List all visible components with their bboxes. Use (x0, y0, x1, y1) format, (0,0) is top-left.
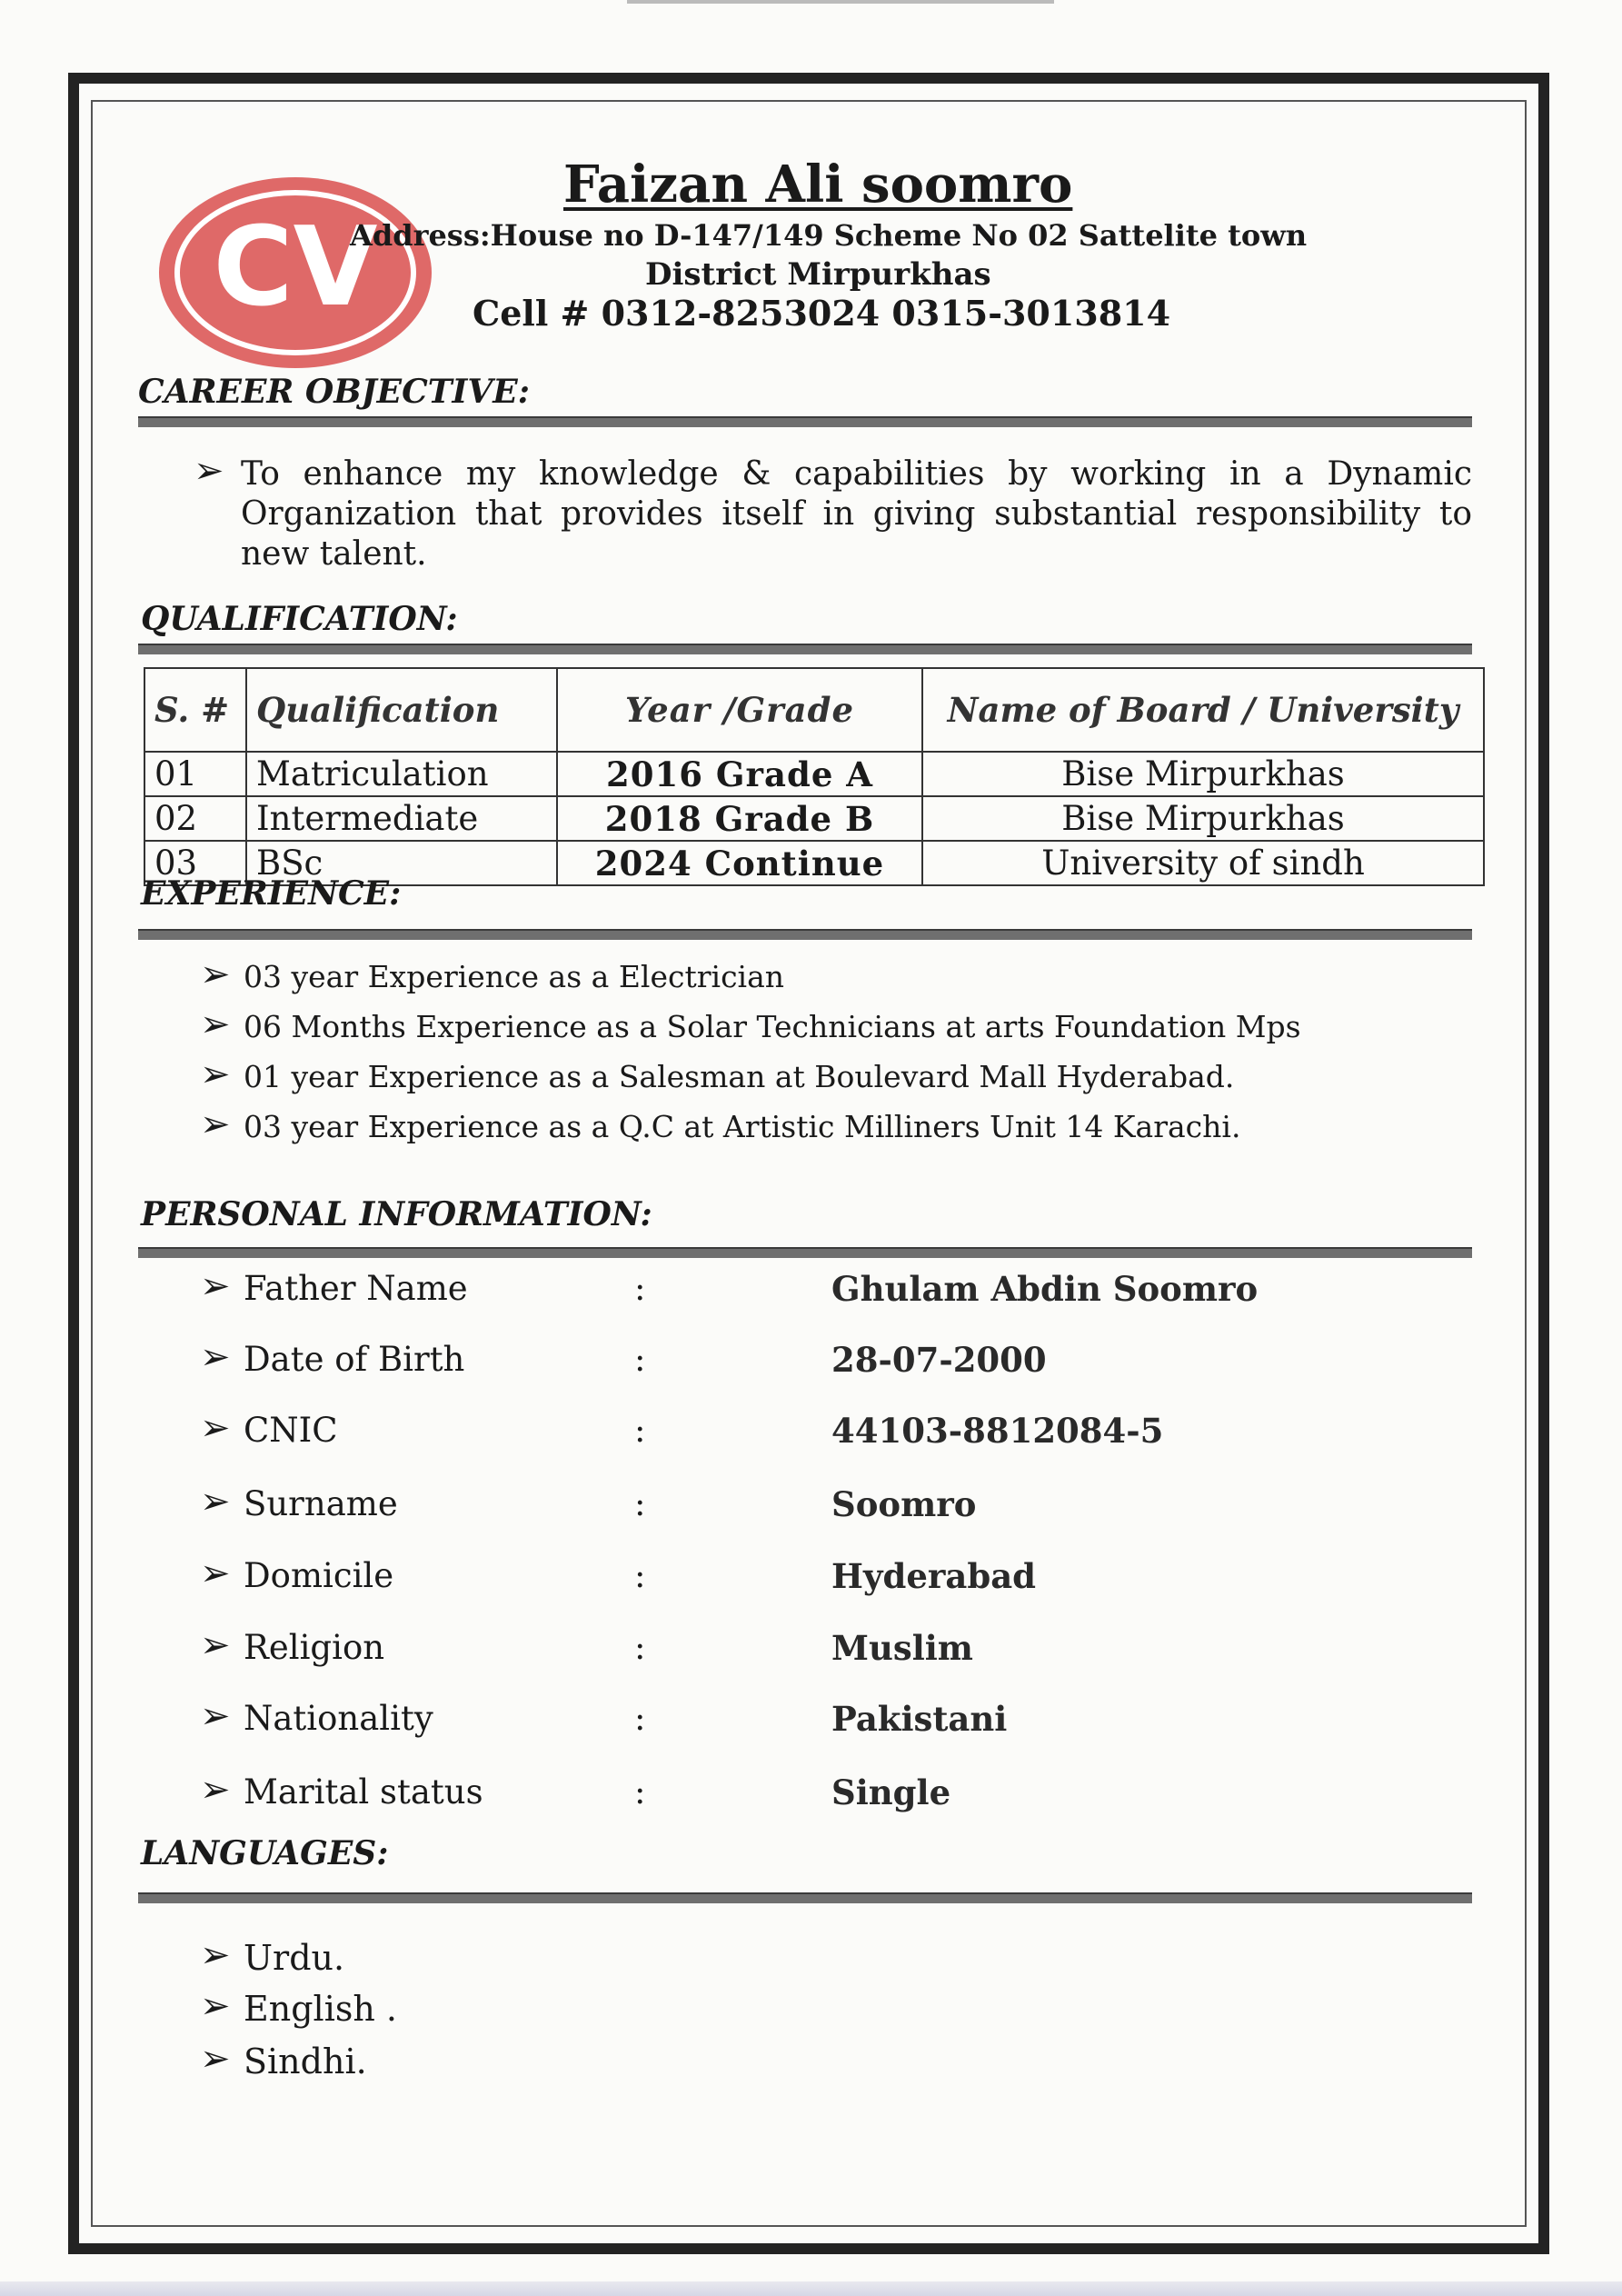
table-cell: 03 (144, 841, 246, 885)
table-row (144, 796, 1484, 841)
column-header: Qualification (246, 668, 557, 752)
table-cell: Matriculation (246, 752, 557, 796)
experience-heading: EXPERIENCE: (141, 874, 402, 913)
table-cell: 2018 Grade B (557, 796, 922, 841)
table-cell: 2016 Grade A (557, 752, 922, 796)
table-cell: Intermediate (246, 796, 557, 841)
list-item: ➢ Sindhi. (200, 2038, 367, 2081)
table-row (144, 752, 1484, 796)
cv-logo-text: CV (213, 205, 378, 331)
table-cell: Bise Mirpurkhas (922, 796, 1484, 841)
bullet-arrow-icon: ➢ (200, 1552, 231, 1594)
list-item: ➢ 03 year Experience as a Q.C at Artistic Milliners Unit 14 Karachi. (200, 1103, 1241, 1145)
bullet-arrow-icon: ➢ (194, 450, 224, 492)
bullet-arrow-icon: ➢ (200, 1407, 231, 1449)
section-divider (138, 1892, 1472, 1903)
list-item: ➢ English . (200, 1985, 397, 2029)
bullet-arrow-icon: ➢ (200, 1481, 231, 1522)
list-item: ➢ 01 year Experience as a Salesman at Boulevard Mall Hyderabad. (200, 1053, 1235, 1095)
table-header-row (144, 668, 1484, 752)
personal-row-religion: ➢ Religion : Muslim (200, 1624, 973, 1668)
cell-numbers: Cell # 0312-8253024 0315-3013814 (473, 293, 1171, 334)
qualification-table (144, 667, 1485, 886)
table-cell: BSc (246, 841, 557, 885)
column-header: S. # (144, 668, 246, 752)
table-cell: 2024 Continue (557, 841, 922, 885)
personal-row-marital-status: ➢ Marital status : Single (200, 1769, 951, 1812)
bullet-arrow-icon: ➢ (200, 1695, 231, 1737)
objective-body: To enhance my knowledge & capabilities by working in a Dynamic Organization that provides itself in giving substantial responsibility to new talent. (241, 455, 1472, 573)
career-objective-text (194, 450, 1472, 574)
column-header: Name of Board / University (922, 668, 1484, 752)
table-cell: 02 (144, 796, 246, 841)
bullet-arrow-icon: ➢ (200, 1336, 231, 1378)
section-divider (138, 1247, 1472, 1258)
bullet-arrow-icon: ➢ (200, 1769, 231, 1811)
bullet-arrow-icon: ➢ (200, 1053, 231, 1095)
district-line: District Mirpurkhas (645, 256, 991, 293)
personal-info-heading: PERSONAL INFORMATION: (141, 1195, 652, 1233)
personal-row-surname: ➢ Surname : Soomro (200, 1481, 977, 1524)
bullet-arrow-icon: ➢ (200, 1624, 231, 1666)
scan-edge-top (627, 0, 1054, 4)
personal-row-date-of-birth: ➢ Date of Birth : 28-07-2000 (200, 1336, 1047, 1380)
cv-logo-icon (150, 168, 441, 377)
section-divider (138, 929, 1472, 940)
table-cell: Bise Mirpurkhas (922, 752, 1484, 796)
scan-edge-bottom (0, 2281, 1622, 2296)
section-divider (138, 644, 1472, 654)
bullet-arrow-icon: ➢ (200, 1003, 231, 1045)
list-item: ➢ Urdu. (200, 1934, 345, 1978)
table-cell: University of sindh (922, 841, 1484, 885)
bullet-arrow-icon: ➢ (200, 1985, 231, 2027)
list-item: ➢ 03 year Experience as a Electrician (200, 953, 785, 995)
table-cell: 01 (144, 752, 246, 796)
address-line: Address:House no D-147/149 Scheme No 02 Sattelite town (350, 218, 1308, 253)
career-objective-heading: CAREER OBJECTIVE: (138, 373, 531, 411)
personal-row-father-name: ➢ Father Name : Ghulam Abdin Soomro (200, 1265, 1259, 1309)
languages-heading: LANGUAGES: (141, 1834, 389, 1872)
section-divider (138, 416, 1472, 427)
bullet-arrow-icon: ➢ (200, 2038, 231, 2080)
candidate-name: Faizan Ali soomro (563, 155, 1073, 215)
list-item: ➢ 06 Months Experience as a Solar Technicians at arts Foundation Mps (200, 1003, 1301, 1045)
bullet-arrow-icon: ➢ (200, 1934, 231, 1976)
qualification-heading: QUALIFICATION: (141, 600, 458, 638)
bullet-arrow-icon: ➢ (200, 1103, 231, 1145)
personal-row-domicile: ➢ Domicile : Hyderabad (200, 1552, 1037, 1596)
bullet-arrow-icon: ➢ (200, 1265, 231, 1307)
column-header: Year /Grade (557, 668, 922, 752)
personal-row-cnic: ➢ CNIC : 44103-8812084-5 (200, 1407, 1164, 1451)
bullet-arrow-icon: ➢ (200, 953, 231, 995)
personal-row-nationality: ➢ Nationality : Pakistani (200, 1695, 1008, 1739)
